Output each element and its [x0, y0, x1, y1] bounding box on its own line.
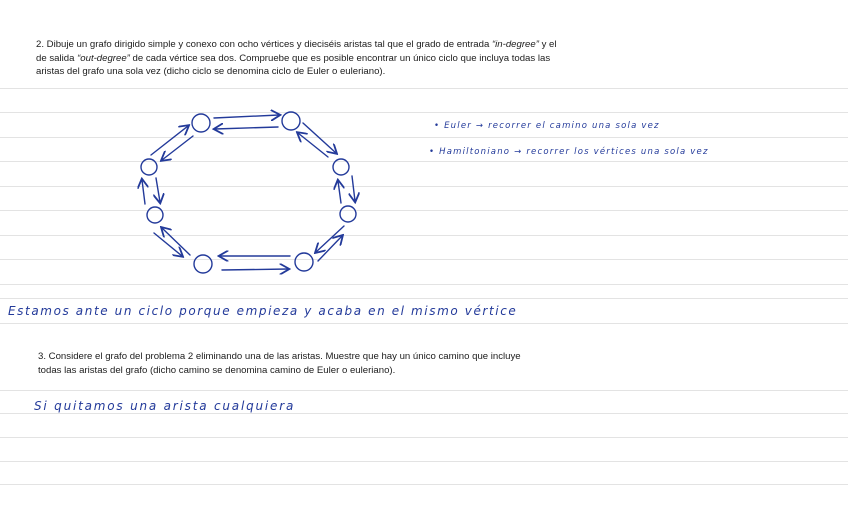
graph-edge [222, 269, 288, 270]
in-degree-term: “in-degree” [491, 39, 539, 50]
answer-2: Estamos ante un ciclo porque empieza y acaba en el mismo vértice [8, 304, 518, 318]
graph-edge [303, 123, 336, 153]
graph-edge [162, 136, 193, 160]
out-degree-term: “out-degree” [77, 52, 130, 64]
graph-edge [142, 180, 145, 204]
problem-2-suffix: de cada vértice sea dos. Compruebe que es posible encontrar un único ciclo que incluya todas las aristas del grafo una sola vez (dicho ciclo se denomina ciclo de Euler o euleriano). [36, 52, 551, 78]
graph-edge [156, 178, 160, 202]
answer-3: Si quitamos una arista cualquiera [34, 399, 296, 413]
graph-vertex [147, 207, 163, 223]
problem-2-prefix: 2. Dibuje un grafo dirigido simple y conexo con ocho vértices y dieciséis aristas tal que el grado de entrada [36, 39, 490, 50]
problem-2-mid: y el de salida [36, 39, 557, 64]
graph-vertex [282, 112, 300, 130]
graph-vertex [194, 255, 212, 273]
graph-edge [214, 115, 279, 118]
graph-edge [215, 127, 278, 129]
note-euler: • Euler → recorrer el camino una sola vez [434, 121, 660, 131]
graph-edge [154, 233, 182, 256]
graph-vertex [141, 159, 157, 175]
graph-vertex [340, 206, 356, 222]
graph-vertex [333, 159, 349, 175]
graph-vertex [192, 114, 210, 132]
note-hamilton: • Hamiltoniano → recorrer los vértices una sola vez [429, 147, 709, 157]
graph-edge [298, 133, 328, 157]
problem-3-text: 3. Considere el grafo del problema 2 eliminando una de las aristas. Muestre que hay un único camino que incluye todas las aristas del grafo (dicho camino se denomina camino de Euler o euleriano). [38, 350, 538, 377]
graph-edge [151, 126, 188, 155]
graph-edge [352, 176, 355, 201]
graph-edge [338, 181, 341, 203]
graph-vertex [295, 253, 313, 271]
